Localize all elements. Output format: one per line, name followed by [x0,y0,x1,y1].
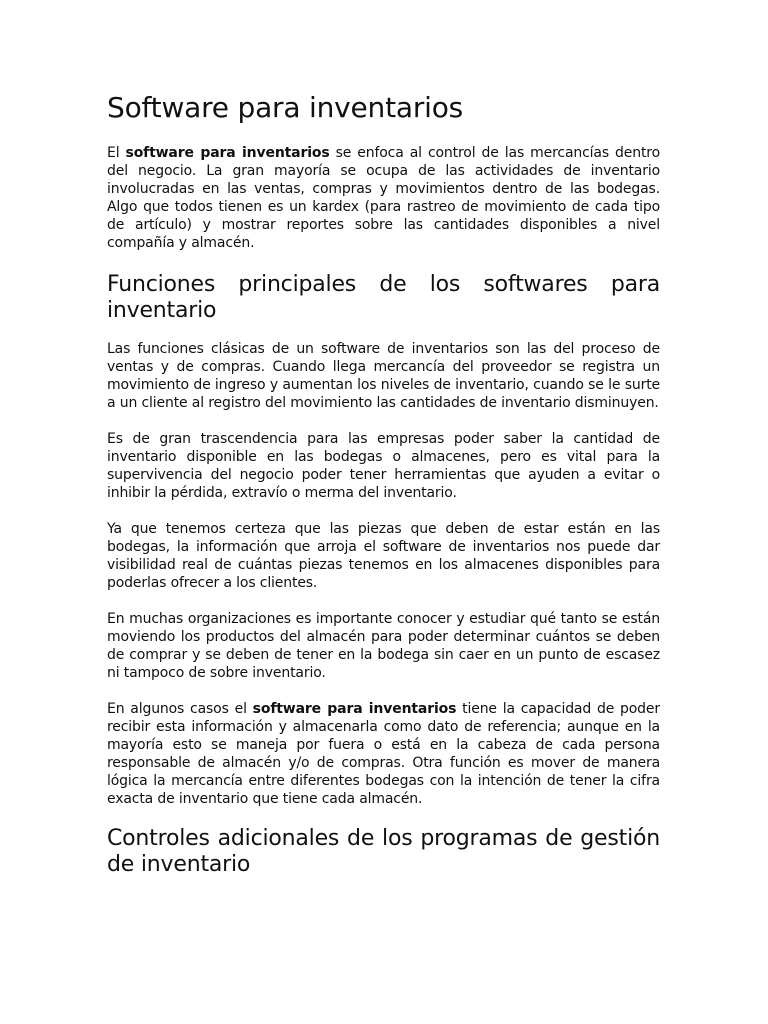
intro-prefix: El [107,145,126,161]
intro-suffix: se enfoca al control de las mercancías dentro del negocio. La gran mayoría se ocupa de las actividades de inventario involucradas en las ventas, compras y movimientos dentro de las bodegas. Algo que todos tienen es un kardex (para rastreo de movimiento de cada tipo de artículo) y mostrar reportes sobre las cantidades disponibles a nivel compañía y almacén. [107,145,661,251]
p5-bold-term: software para inventarios [252,701,457,717]
paragraph-funciones-4: En muchas organizaciones es importante conocer y estudiar qué tanto se están moviendo los productos del almacén para poder determinar cuántos se deben de comprar y se deben de tener en la bodega sin caer en un punto de escasez ni tampoco de sobre inventario. [107,611,660,681]
section-heading-funciones: Funciones principales de los softwares para inventario [107,272,660,323]
paragraph-funciones-2: Es de gran trascendencia para las empresas poder saber la cantidad de inventario disponible en las bodegas o almacenes, pero es vital para la supervivencia del negocio poder tener herramientas que ayuden a evitar o inhibir la pérdida, extravío o merma del inventario. [107,431,660,501]
p5-suffix: tiene la capacidad de poder recibir esta información y almacenarla como dato de referencia; aunque en la mayoría esto se maneja por fuera o está en la cabeza de cada persona responsable de almacén y/o de compras. Otra función es mover de manera lógica la mercancía entre diferentes bodegas con la intención de tener la cifra exacta de inventario que tiene cada almacén. [107,701,660,807]
intro-bold-term: software para inventarios [125,145,330,161]
paragraph-funciones-3: Ya que tenemos certeza que las piezas que deben de estar están en las bodegas, la información que arroja el software de inventarios nos puede dar visibilidad real de cuántas piezas tenemos en los almacenes disponibles para poderlas ofrecer a los clientes. [107,521,660,591]
section-heading-controles: Controles adicionales de los programas de gestión de inventario [107,826,660,877]
document-title: Software para inventarios [107,91,464,124]
paragraph-funciones-5 [107,700,660,808]
document-page [107,88,660,894]
p5-prefix: En algunos casos el [107,701,253,717]
intro-paragraph [107,144,660,252]
paragraph-funciones-1: Las funciones clásicas de un software de inventarios son las del proceso de ventas y de compras. Cuando llega mercancía del proveedor se registra un movimiento de ingreso y aumentan los niveles de inventario, cuando se le surte a un cliente al registro del movimiento las cantidades de inventario disminuyen. [107,341,660,411]
